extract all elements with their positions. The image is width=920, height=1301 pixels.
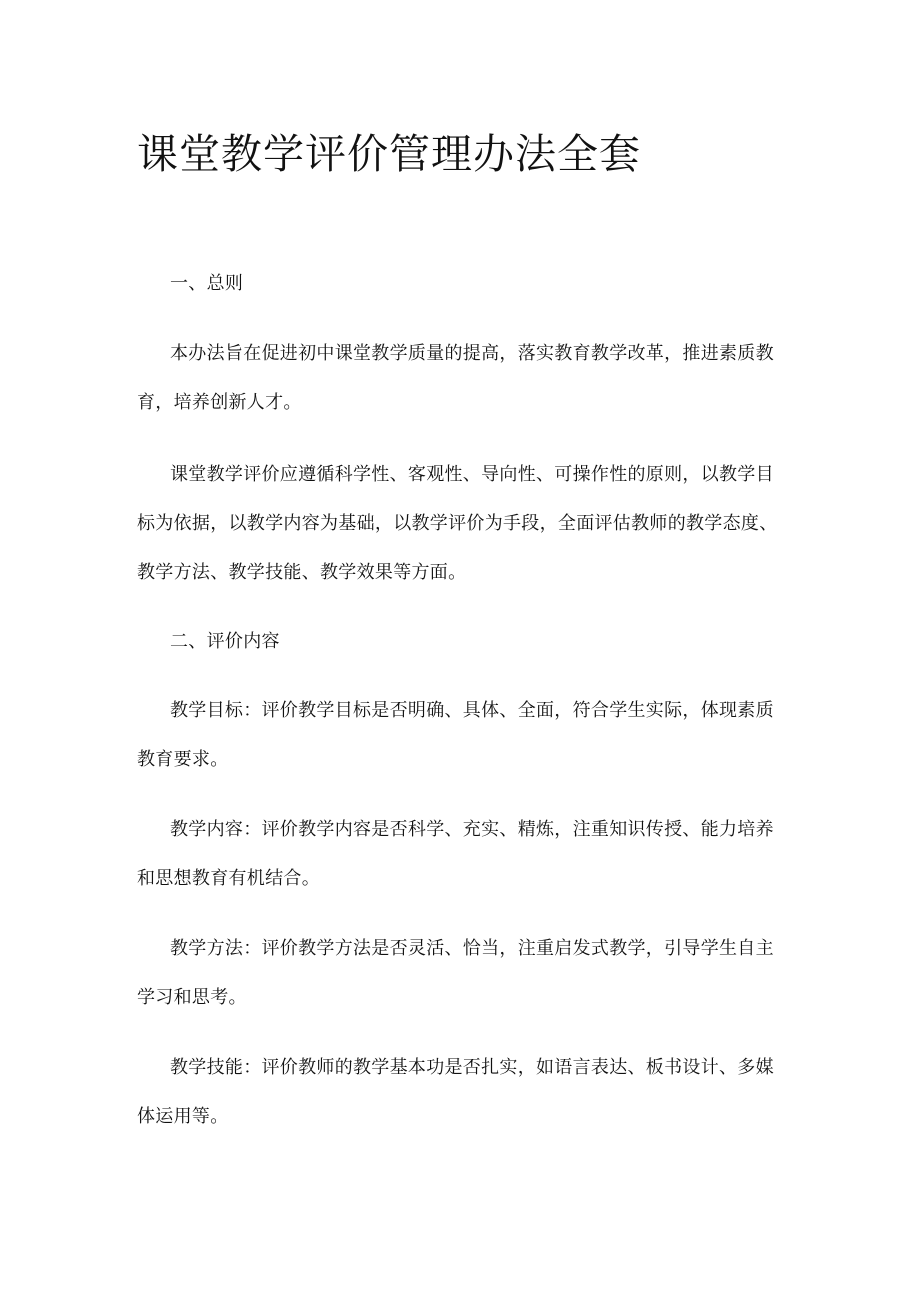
section-heading-general: 一、总则 [170,273,244,294]
paragraph-teaching-methods: 教学方法：评价教学方法是否灵活、恰当，注重启发式教学，引导学生自主学习和思考。 [137,938,774,1008]
paragraph-teaching-skills: 教学技能：评价教师的教学基本功是否扎实，如语言表达、板书设计、多媒体运用等。 [137,1057,774,1127]
section-heading-content: 二、评价内容 [170,631,280,652]
paragraph-purpose: 本办法旨在促进初中课堂教学质量的提高，落实教育教学改革，推进素质教育，培养创新人才。 [137,343,774,413]
paragraph-teaching-content: 教学内容：评价教学内容是否科学、充实、精炼，注重知识传授、能力培养和思想教育有机结合。 [137,819,774,889]
document-title: 课堂教学评价管理办法全套 [137,130,641,178]
paragraph-teaching-objectives: 教学目标：评价教学目标是否明确、具体、全面，符合学生实际，体现素质教育要求。 [137,700,774,770]
paragraph-principles: 课堂教学评价应遵循科学性、客观性、导向性、可操作性的原则，以教学目标为依据，以教学内容为基础，以教学评价为手段，全面评估教师的教学态度、教学方法、教学技能、教学效果等方面。 [137,464,778,583]
